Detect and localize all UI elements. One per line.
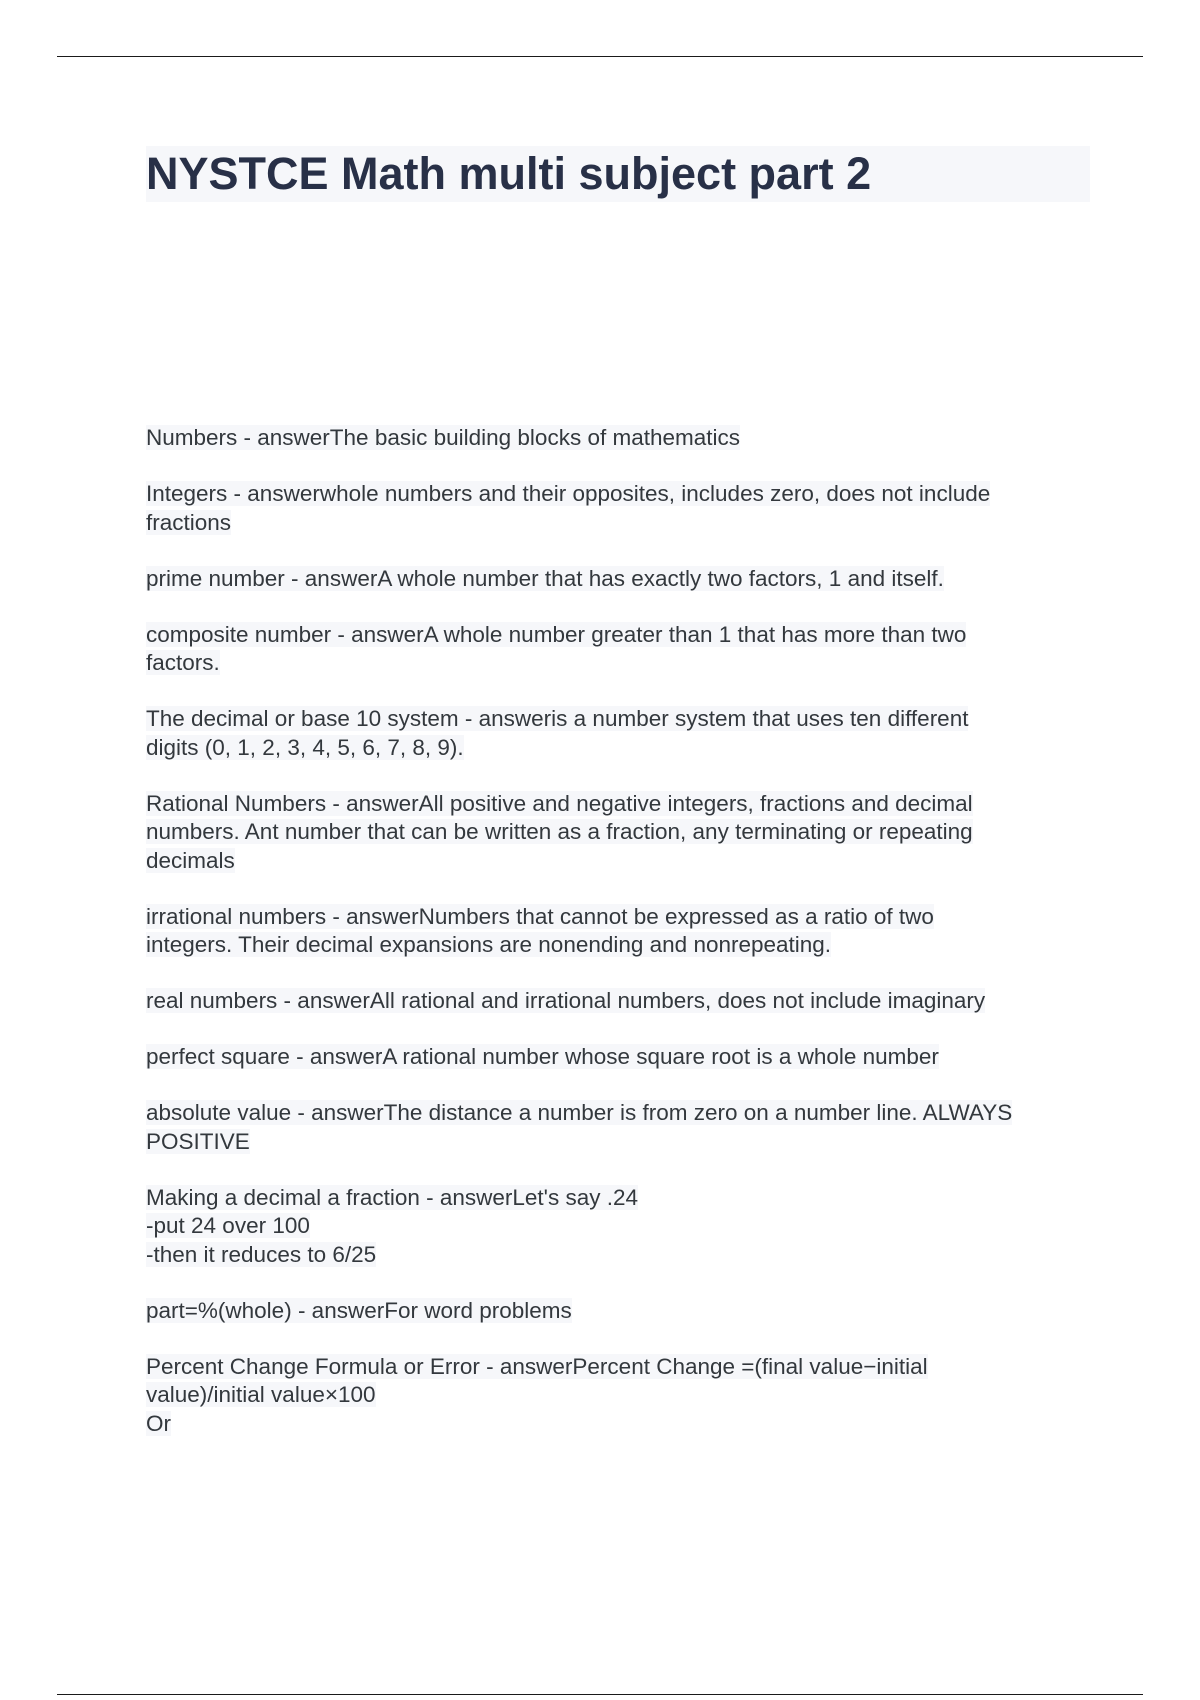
flashcard-entry	[146, 1353, 1096, 1439]
entry-line: composite number - answerA whole number greater than 1 that has more than two	[146, 621, 967, 647]
entry-line: fractions	[146, 509, 232, 535]
entry-line: Integers - answerwhole numbers and their opposites, includes zero, does not include	[146, 481, 991, 506]
bottom-rule	[57, 1694, 1143, 1695]
entry-line: Percent Change Formula or Error - answerPercent Change =(final value−initial	[146, 1353, 928, 1379]
entry-line: digits (0, 1, 2, 3, 4, 5, 6, 7, 8, 9).	[146, 734, 464, 760]
entry-line: perfect square - answerA rational number whose square root is a whole number	[146, 1044, 939, 1069]
entry-line: -then it reduces to 6/25	[146, 1241, 377, 1267]
entry-line: irrational numbers - answerNumbers that cannot be expressed as a ratio of two	[146, 903, 934, 929]
flashcard-list	[146, 424, 1096, 1466]
flashcard-entry	[146, 1043, 1096, 1072]
flashcard-entry	[146, 1184, 1096, 1270]
entry-line: real numbers - answerAll rational and irrational numbers, does not include imaginary	[146, 988, 986, 1013]
entry-line: Making a decimal a fraction - answerLet's say .24	[146, 1184, 639, 1210]
flashcard-entry	[146, 480, 1096, 537]
flashcard-entry	[146, 903, 1096, 960]
entry-line: The decimal or base 10 system - answeris a number system that uses ten different	[146, 706, 969, 731]
flashcard-entry	[146, 424, 1096, 453]
entry-line: POSITIVE	[146, 1128, 250, 1154]
entry-line: Numbers - answerThe basic building blocks of mathematics	[146, 425, 740, 450]
entry-line: absolute value - answerThe distance a number is from zero on a number line. ALWAYS	[146, 1100, 1013, 1125]
entry-line: value)/initial value×100	[146, 1382, 376, 1407]
page-title: NYSTCE Math multi subject part 2	[146, 148, 872, 199]
entry-line: Or	[146, 1410, 171, 1436]
entry-line: -put 24 over 100	[146, 1213, 310, 1238]
flashcard-entry	[146, 621, 1096, 678]
flashcard-entry	[146, 565, 1096, 594]
entry-line: prime number - answerA whole number that has exactly two factors, 1 and itself.	[146, 565, 944, 591]
flashcard-entry	[146, 790, 1096, 876]
flashcard-entry	[146, 987, 1096, 1016]
entry-line: Rational Numbers - answerAll positive and negative integers, fractions and decimal	[146, 790, 973, 816]
entry-line: numbers. Ant number that can be written as a fraction, any terminating or repeating	[146, 819, 973, 844]
title-block	[146, 146, 1090, 202]
flashcard-entry	[146, 705, 1096, 762]
entry-line: factors.	[146, 650, 220, 675]
entry-line: part=%(whole) - answerFor word problems	[146, 1297, 572, 1323]
entry-line: integers. Their decimal expansions are nonending and nonrepeating.	[146, 932, 832, 957]
flashcard-entry	[146, 1099, 1096, 1156]
top-rule	[57, 56, 1143, 57]
flashcard-entry	[146, 1297, 1096, 1326]
entry-line: decimals	[146, 847, 235, 873]
